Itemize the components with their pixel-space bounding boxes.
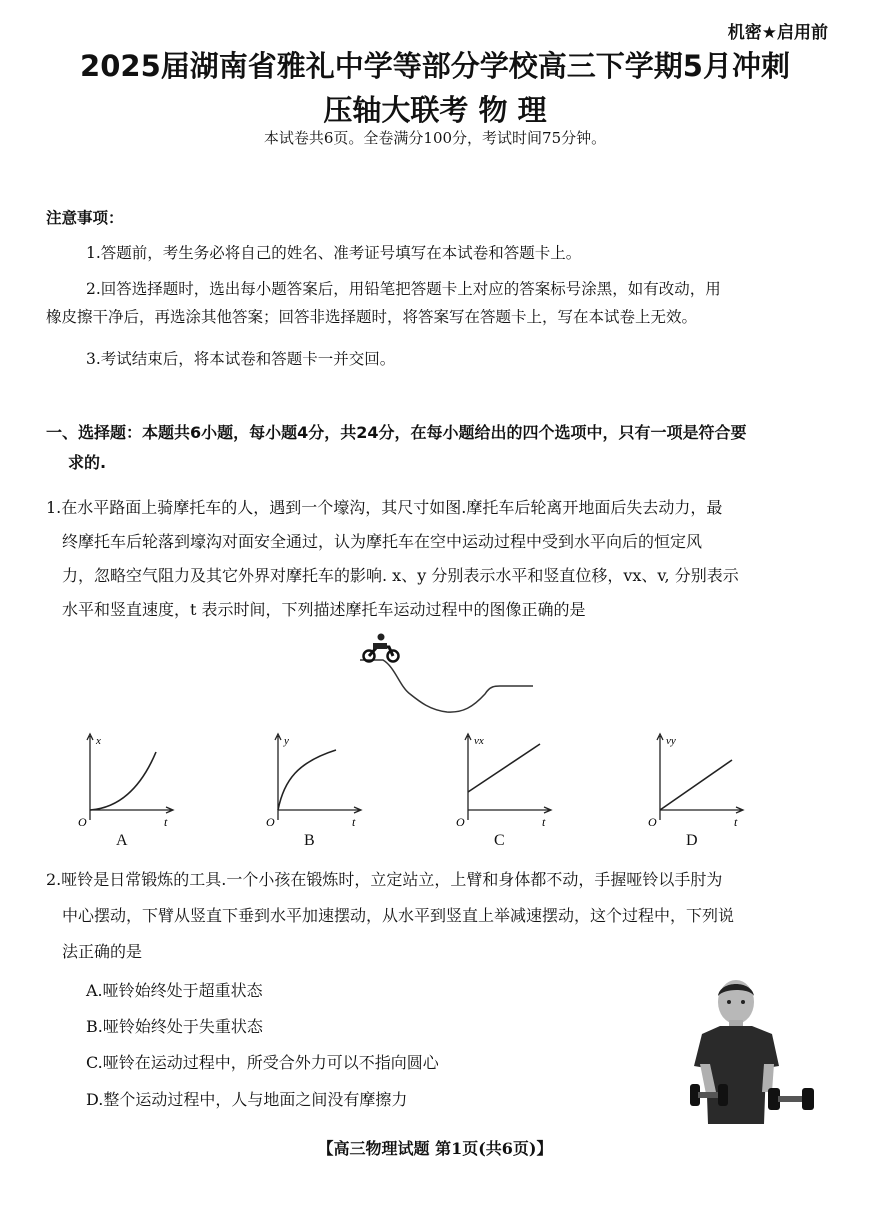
graph-a — [78, 730, 178, 850]
graph-x-label: t — [352, 815, 356, 829]
graph-curve — [90, 752, 156, 810]
ditch-figure — [355, 632, 540, 722]
notice-item-3: 3.考试结束后，将本试卷和答题卡一并交回。 — [86, 350, 396, 368]
graph-origin-label: O — [648, 815, 657, 829]
notice-heading: 注意事项： — [46, 209, 124, 227]
graph-option-label: D — [686, 832, 698, 849]
graph-origin-label: O — [78, 815, 87, 829]
q2-option-a: A.哑铃始终处于超重状态 — [86, 981, 263, 1000]
notice-item-1: 1.答题前，考生务必将自己的姓名、准考证号填写在本试卷和答题卡上。 — [86, 244, 582, 262]
graph-d — [648, 730, 748, 850]
graph-x-label: t — [542, 815, 546, 829]
q2-line2: 中心摆动，下臂从竖直下垂到水平加速摆动，从水平到竖直上举减速摆动，这个过程中，下列说 — [62, 906, 735, 925]
boy-dumbbell-photo — [684, 976, 830, 1124]
notice-item-2-line2: 橡皮擦干净后，再选涂其他答案；回答非选择题时，将答案写在答题卡上，写在本试卷上无效。 — [46, 308, 698, 326]
graph-y-label: y — [284, 735, 289, 747]
q2-option-b: B.哑铃始终处于失重状态 — [86, 1017, 263, 1036]
graph-y-label: vx — [474, 735, 484, 747]
graph-x-label: t — [164, 815, 168, 829]
notice-item-2-line1: 2.回答选择题时，选出每小题答案后，用铅笔把答题卡上对应的答案标号涂黑，如有改动，用 — [86, 280, 721, 298]
graph-x-label: t — [734, 815, 738, 829]
q2-option-c: C.哑铃在运动过程中，所受合外力可以不指向圆心 — [86, 1053, 439, 1072]
q2-line3: 法正确的是 — [62, 942, 143, 961]
q2-line1: 2.哑铃是日常锻炼的工具.一个小孩在锻炼时，立定站立，上臂和身体都不动，手握哑铃以手肘为 — [46, 870, 723, 889]
exam-title-line2: 压轴大联考 物 理 — [323, 93, 547, 127]
graph-option-label: B — [304, 832, 315, 849]
q1-line4: 水平和竖直速度，t 表示时间，下列描述摩托车运动过程中的图像正确的是 — [62, 600, 586, 619]
graph-option-label: A — [116, 832, 128, 849]
exam-title-line1: 2025届湖南省雅礼中学等部分学校高三下学期5月冲刺 — [80, 49, 790, 83]
section-heading-line2: 求的. — [68, 453, 107, 472]
q1-line3: 力，忽略空气阻力及其它外界对摩托车的影响. x、y 分别表示水平和竖直位移，vx、v, 分别表示 — [62, 566, 739, 585]
graph-curve — [278, 750, 336, 810]
motorcycle-icon — [364, 634, 399, 662]
graph-b — [266, 730, 366, 850]
q1-line2: 终摩托车后轮落到壕沟对面安全通过，认为摩托车在空中运动过程中受到水平向后的恒定风 — [62, 532, 703, 551]
graph-y-label: vy — [666, 735, 676, 747]
graph-origin-label: O — [456, 815, 465, 829]
q2-option-d: D.整个运动过程中，人与地面之间没有摩擦力 — [86, 1090, 408, 1109]
q1-line1: 1.在水平路面上骑摩托车的人，遇到一个壕沟，其尺寸如图.摩托车后轮离开地面后失去动力，最 — [46, 498, 723, 517]
graph-option-label: C — [494, 832, 505, 849]
page-footer: 【高三物理试题 第1页(共6页)】 — [317, 1139, 553, 1158]
exam-subtitle: 本试卷共6页。全卷满分100分，考试时间75分钟。 — [263, 129, 607, 147]
section-heading-line1: 一、选择题：本题共6小题，每小题4分，共24分，在每小题给出的四个选项中，只有一项是符合要 — [46, 423, 747, 442]
graph-c — [456, 730, 556, 850]
graph-origin-label: O — [266, 815, 275, 829]
graph-y-label: x — [96, 735, 101, 747]
confidential-mark: 机密★启用前 — [727, 23, 828, 43]
graph-curve — [660, 760, 732, 810]
graph-curve — [468, 744, 540, 792]
